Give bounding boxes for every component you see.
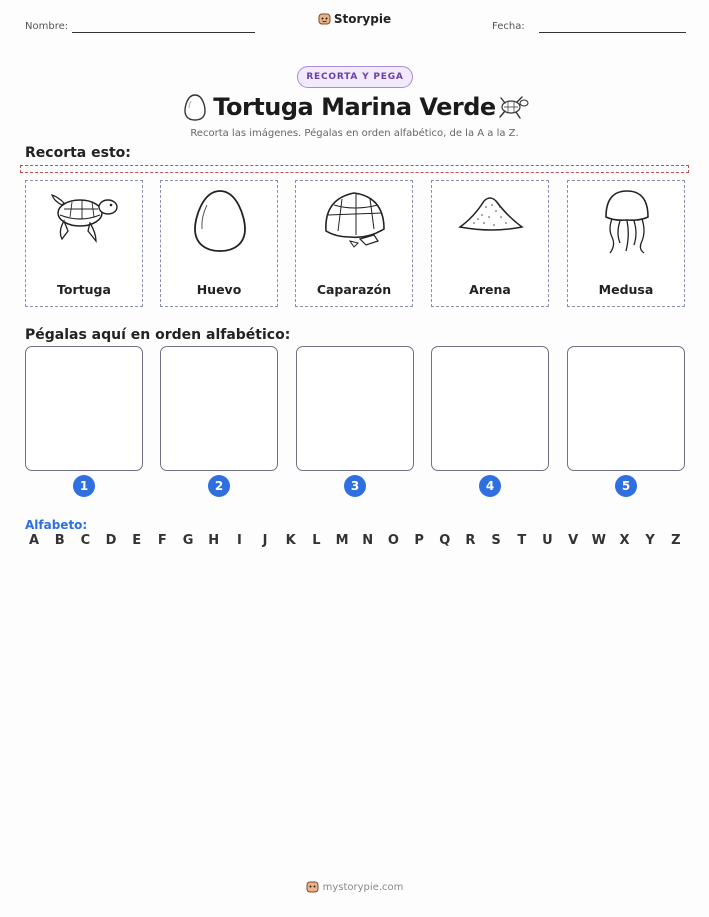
- slot-number-3: 3: [344, 475, 366, 497]
- alphabet-letter: U: [542, 533, 553, 548]
- footer: [0, 880, 709, 896]
- card-label: Arena: [469, 282, 511, 297]
- jellyfish-icon: [592, 187, 662, 255]
- alphabet-letter: X: [619, 533, 630, 548]
- alphabet-letter: B: [54, 533, 65, 548]
- alphabet-letter: K: [285, 533, 296, 548]
- cut-card-arena[interactable]: [431, 180, 549, 307]
- slot-number-5: 5: [615, 475, 637, 497]
- activity-badge: RECORTA Y PEGA: [297, 66, 413, 88]
- alphabet-letter: R: [465, 533, 476, 548]
- egg-icon: [185, 187, 255, 253]
- card-label: Tortuga: [57, 282, 111, 297]
- brand-name: Storypie: [333, 12, 392, 26]
- cut-card-caparazon[interactable]: [295, 180, 413, 307]
- cut-line: [20, 165, 689, 173]
- alphabet-letter: A: [28, 533, 40, 548]
- alphabet-letter: W: [591, 533, 606, 548]
- storypie-mascot-icon: [306, 880, 319, 896]
- alphabet-letter: N: [362, 533, 374, 548]
- cut-card-medusa[interactable]: [567, 180, 685, 307]
- slot-number-2: 2: [208, 475, 230, 497]
- date-label: Fecha:: [492, 21, 525, 32]
- paste-slot-2[interactable]: [160, 346, 278, 471]
- alphabet-letter: E: [132, 533, 142, 548]
- alphabet-letter: J: [262, 533, 268, 548]
- paste-slot-4[interactable]: [431, 346, 549, 471]
- paste-section-title: Pégalas aquí en orden alfabético:: [25, 327, 291, 343]
- brand-logo: [0, 12, 709, 28]
- cut-card-huevo[interactable]: [160, 180, 278, 307]
- alphabet-letter: F: [157, 533, 167, 548]
- paste-slot-5[interactable]: [567, 346, 685, 471]
- alphabet-letter: V: [568, 533, 579, 548]
- alphabet-letter: L: [312, 533, 321, 548]
- cut-card-tortuga[interactable]: [25, 180, 143, 307]
- turtle-icon: [50, 187, 120, 249]
- shell-icon: [320, 187, 390, 251]
- page-title: Tortuga Marina Verde: [213, 93, 496, 121]
- alphabet-letter: Y: [645, 533, 655, 548]
- sand-icon: [456, 187, 526, 247]
- slot-number-1: 1: [73, 475, 95, 497]
- alphabet-letter: S: [491, 533, 501, 548]
- card-label: Medusa: [598, 282, 654, 297]
- card-label: Huevo: [196, 282, 242, 297]
- alphabet-letter: G: [182, 533, 194, 548]
- date-field[interactable]: [539, 32, 686, 33]
- name-field[interactable]: [72, 32, 255, 33]
- slot-number-4: 4: [479, 475, 501, 497]
- alphabet-letter: D: [105, 533, 117, 548]
- alphabet-letter: Z: [671, 533, 681, 548]
- turtle-title-icon: [497, 94, 531, 124]
- name-label: Nombre:: [25, 21, 69, 32]
- instructions: Recorta las imágenes. Pégalas en orden alfabético, de la A a la Z.: [190, 128, 519, 139]
- alphabet-letter: T: [517, 533, 527, 548]
- cut-section-title: Recorta esto:: [25, 145, 131, 161]
- storypie-mascot-icon: [318, 12, 331, 28]
- alphabet-letter: H: [208, 533, 220, 548]
- alphabet-letter: M: [335, 533, 349, 548]
- alphabet-letter: Q: [439, 533, 451, 548]
- footer-url[interactable]: mystorypie.com: [322, 882, 404, 893]
- alphabet-letter: C: [80, 533, 91, 548]
- card-label: Caparazón: [316, 282, 392, 297]
- alphabet-row: [25, 533, 685, 548]
- alphabet-letter: I: [236, 533, 242, 548]
- paste-slot-1[interactable]: [25, 346, 143, 471]
- alphabet-title: Alfabeto:: [25, 518, 88, 532]
- alphabet-letter: O: [387, 533, 399, 548]
- paste-slot-3[interactable]: [296, 346, 414, 471]
- alphabet-letter: P: [414, 533, 424, 548]
